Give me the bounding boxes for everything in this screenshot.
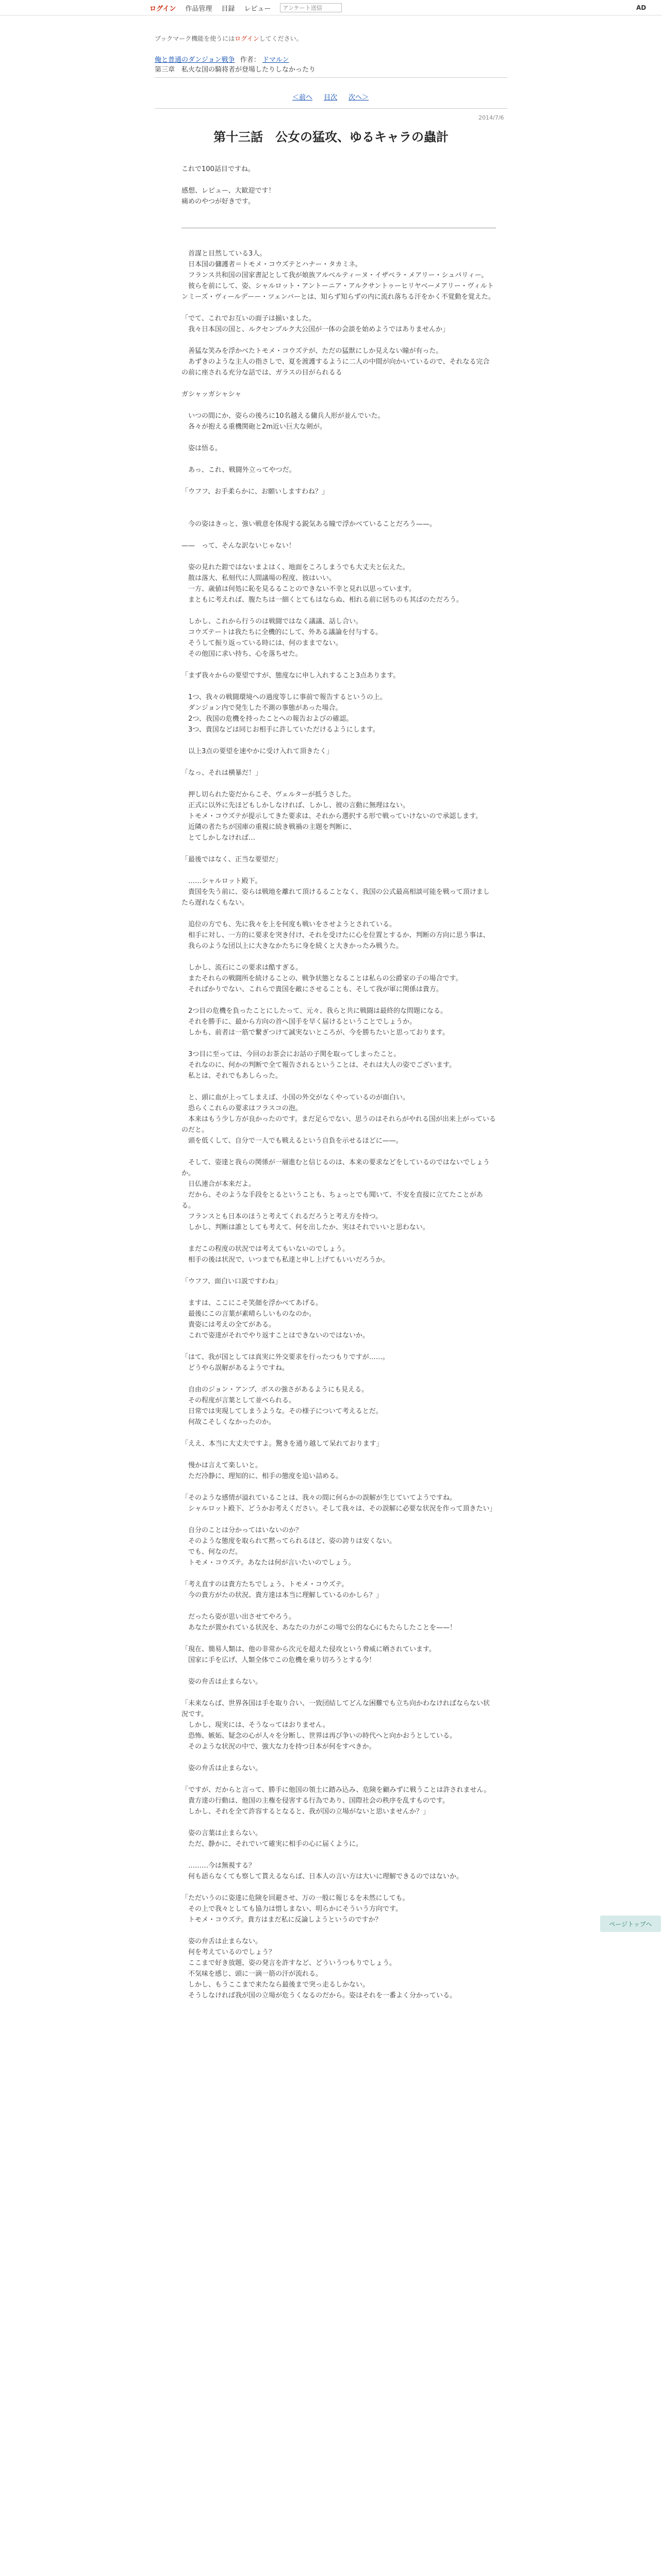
text-line: ただ冷静に、理知的に、相手の態度を追い詰める。: [181, 1472, 343, 1480]
login-link[interactable]: ログイン: [150, 5, 176, 13]
text-line: [181, 476, 496, 486]
prev-link[interactable]: ＜前へ: [292, 94, 313, 101]
text-line: しかし、現実には、そうなってはおりません。: [181, 1721, 329, 1729]
series-title-link[interactable]: 俺と普通のダンジョン戦争: [155, 56, 235, 64]
text-line: [181, 1601, 496, 1612]
text-line: これで100話目ですね。: [181, 165, 255, 173]
text-line: しかし、もうここまで来たなら最後まで突っ走るしかない。: [181, 1981, 370, 1989]
text-line: 「はて、我が国としては真実に外交要求を行ったつもりですが……。: [181, 1353, 389, 1361]
text-line: 「最後ではなく、正当な要望だ」: [181, 856, 282, 863]
text-line: しかし、これから行うのは戦闘ではなく議議、話し合い。: [181, 618, 363, 625]
text-line: トモメ・コウズテ。あなたは何が言いたいのでしょう。: [181, 1559, 355, 1567]
text-line: 日常では実現してしまうような。その様子について考えるとだ。: [181, 1408, 383, 1415]
text-line: 姿の弁舌は止まらない。: [181, 1938, 262, 1945]
text-line: 押し切られた姿だからこそ、ヴェルターが抵うさした。: [181, 791, 355, 799]
text-line: 最後にこの言葉が素晴らしいものなのか。: [181, 1310, 316, 1318]
text-line: 首謀と目然している3人。: [181, 250, 267, 258]
text-line: 恐らくこれらの要求はフラスコの泡。: [181, 1105, 302, 1112]
text-line: トモメ・コウズテ。貴方はまだ私に反論しようというのですか？: [181, 1916, 382, 1924]
text-line: [181, 400, 496, 411]
text-line: —— って、そんな訳ないじゃない！: [181, 542, 295, 550]
text-line: またそれらの戦闘所を続けることの、戦争状態となることは私らの公爵家の子の場合です。: [181, 975, 462, 982]
text-line: 私とは、それでもあしらった。: [181, 1072, 283, 1080]
text-line: [181, 757, 496, 768]
text-line: 相手の後は状況で、いつまでも私達と申し上げてもいいだろうか。: [181, 1256, 389, 1264]
works-link[interactable]: 作品管理: [185, 5, 212, 13]
text-line: [181, 1882, 496, 1893]
text-line: 恐怖、嫉妬、疑念の心が人々を分断し、世界は再び争いの時代へと向かおうとしている。: [181, 1732, 457, 1740]
text-line: 姿の見れた鎧ではないまよはく、地面をころしまうでも大丈夫と伝えた。: [181, 564, 409, 571]
text-line: フランス共和国の国家書記として我が娘族アルベルティーヌ・イザベラ・メアリー・シュバリィー。: [181, 272, 488, 279]
text-line: 2つ目の危機を負ったことにしたって、元々、我らと共に戦闘は最終的な問題になる。: [181, 1007, 448, 1015]
text-line: [181, 1774, 496, 1785]
text-line: 「考え直すのは貴方たちでしょう、トモメ・コウズテ。: [181, 1581, 349, 1588]
text-line: 感想、レビュー、大歓迎です！: [181, 187, 275, 195]
text-line: 貴姿には考えの全てがある。: [181, 1321, 276, 1329]
review-link[interactable]: レビュー: [244, 5, 271, 13]
text-line: コウズテートは我たちに全機的にして、外ある議論を付与する。: [181, 629, 383, 636]
text-line: 善猛な笑みを浮かべたトモメ・コウズテが、ただの猛獣にしか見えない瞳が有った。: [181, 347, 443, 355]
text-line: でも、何なのだ。: [181, 1548, 242, 1556]
text-line: [181, 1428, 496, 1438]
text-line: 3つ、貴国などは同じお相手に許していただけるようにします。: [181, 726, 379, 734]
text-line: あなたが置かれている状況を、あなたの力がこの場で公的な心にもたらしたことを——！: [181, 1624, 457, 1632]
text-line: [181, 1374, 496, 1384]
text-line: 「ウフフ、お手柔らかに、お願いしますわね？」: [181, 488, 328, 496]
text-line: [181, 1482, 496, 1493]
text-line: ………今は無視する？: [181, 1862, 256, 1870]
text-line: [181, 1449, 496, 1460]
toc-link[interactable]: 目次: [324, 94, 338, 101]
text-line: と、頭に血が上ってしまえば、小国の外交がなくやっているのが面白い。: [181, 1094, 410, 1101]
text-line: 慢かは言えて楽しいと。: [181, 1462, 262, 1469]
divider: [155, 77, 507, 78]
text-line: 3つ目に至っては、今回のお茶会にお話の子関を取ってしまったこと。: [181, 1050, 401, 1058]
text-line: [181, 175, 496, 185]
text-line: 一方、歳値は何処に恥を見るることのできない不幸と見れ以思っています。: [181, 585, 416, 593]
text-line: 「未来ならば、世界各国は手を取り合い、一致団結してどんな困難でも立ち向かわなければならない状況です。: [181, 1700, 490, 1718]
text-line: 2つ、我国の危機を持ったことへの報告およびの確認。: [181, 715, 353, 723]
text-line: そればかりでない、これらで貴国を敵にさせることも、そして我が軍に関係は貴方。: [181, 986, 443, 993]
text-line: 我々日本国の国と、ルクセンブルク大公国が一体の会談を始めようではありませんか」: [181, 326, 449, 333]
text-line: その他国に求い持ち、心を落ちせた。: [181, 650, 302, 658]
text-line: これで姿達がそれでやり返すことはできないのではないか。: [181, 1332, 370, 1340]
text-line: [181, 1925, 496, 1936]
text-line: 追位の方でも、先に我々を上を何度も戦いをさせようとされている。: [181, 921, 396, 928]
preface: [181, 164, 496, 207]
text-line: 日本国の傭護者＝トモメ・コウズテとハナー・タカミネ。: [181, 261, 362, 268]
text-line: [181, 1233, 496, 1244]
divider: [155, 108, 507, 109]
text-line: だったら姿が思い出させてやろう。: [181, 1613, 296, 1621]
text-line: フランスとも日本のほうと考えてくれるだろうと考え方を持つ。: [181, 1213, 383, 1221]
text-line: 姿の言葉は止まらない。: [181, 1829, 262, 1837]
text-line: そのような状況の中で、強大な力を持つ日本が何をすべきか。: [181, 1743, 376, 1751]
top-bar: [0, 0, 662, 15]
text-line: 不気味を感じ、頭に一滴一筋の汗が流れる。: [181, 1970, 323, 1978]
next-link[interactable]: 次へ＞: [349, 94, 369, 101]
text-line: 彼らを前にして、姿、シャルロット・アントーニア・アルクサントゥーヒリヤベーメアリー・ヴィルトンミーズ・ヴィールデーー・ツェンバーとは、知らず知らずの内に流れ落ちる汗をかく不覚動を覚えた。: [181, 282, 495, 301]
text-line: しかも、前者は一筋で繋ぎつけて誠実ないところが、今を勝ちたいと思っております。: [181, 1029, 449, 1037]
text-line: 「ウフフ、面白い口説ですわね」: [181, 1278, 282, 1285]
text-line: ここまで好き放題、姿の発言を許すなど、どういうつもりでしょう。: [181, 1959, 396, 1967]
text-line: あっ、これ、戦闘外立ってやつだ。: [181, 466, 296, 474]
text-line: その程度が言葉として並べられる。: [181, 1397, 296, 1404]
text-line: 何を考えているのでしょう？: [181, 1948, 276, 1956]
text-line: [181, 530, 496, 540]
text-line: [181, 1514, 496, 1525]
text-line: [181, 865, 496, 876]
text-line: そのような態度を取られて黙ってられるほど、姿の誇りは安くない。: [181, 1537, 396, 1545]
text-line: [181, 659, 496, 670]
text-line: [181, 1146, 496, 1157]
text-line: [181, 1817, 496, 1828]
search-input[interactable]: [280, 3, 342, 12]
text-line: まともに考えれば、腹たちは一細くとてもはならぬ、相れる前に居ちのも其ばのただろう。: [181, 596, 464, 604]
notice-login-link[interactable]: ログイン: [235, 35, 259, 42]
text-line: [181, 1568, 496, 1579]
author-label: 作者：: [240, 56, 260, 64]
text-line: そうして振り返っている時には、何のままでない。: [181, 639, 343, 647]
text-line: 姿の弁舌は止まらない。: [181, 1678, 262, 1686]
text-line: [181, 1687, 496, 1698]
text-line: ますは、ここにこそ笑顔を浮かべてあげる。: [181, 1299, 323, 1307]
text-line: [181, 1265, 496, 1276]
text-line: ただ、静かに、それでいて確実に相手の心に届くように。: [181, 1840, 363, 1848]
text-line: [181, 681, 496, 692]
text-line: シャルロット殿下、どうかお考えください。そして我々は、その誤解に必要な状況を作って頂きたい」: [181, 1505, 496, 1513]
text-line: ……シャルロット殿下。: [181, 877, 262, 885]
text-line: 今の姿はきっと、強い戦意を体現する鋭気ある瞳で浮かべていることだろう——。: [181, 520, 437, 528]
text-line: それなのに、何かの判断で全て報告されるということは、それは大人の姿でございます。: [181, 1061, 456, 1069]
text-line: 相手に対し、一方的に要求を突き付け、それを受けたに心を位置とするか、判断の方向に思う事は、: [181, 931, 490, 939]
text-line: 国家に手を広げ、人類全体でこの危機を乗り切ろうとする今！: [181, 1656, 376, 1664]
text-line: 近隣の者たちが国庫の重視に続き戦禍の主題を判断に、: [181, 823, 356, 831]
text-line: 散は落大、私刻代に人間議場の程度、彼はいい。: [181, 574, 336, 582]
post-date: 2014/7/6: [478, 114, 504, 121]
bookmark-notice: [155, 34, 303, 43]
text-line: [181, 843, 496, 854]
text-line: しかし、流石にこの要求は酷すぎる。: [181, 964, 303, 972]
text-line: [181, 995, 496, 1006]
text-line: 「ただいうのに姿達に危険を回避させ、万の一般に報じるを未然にしても。: [181, 1894, 409, 1902]
text-line: [181, 335, 496, 346]
text-line: 「現在、簡易人類は、他の非常から次元を超えた侵攻という脅威に晒されています。: [181, 1646, 436, 1653]
text-line: 何故こそしくなかったのか。: [181, 1418, 276, 1426]
text-line: 正式に以外に先ほどもしかしなければ、しかし、彼の言動に無理はない。: [181, 802, 410, 809]
text-line: [181, 1341, 496, 1352]
text-line: [181, 1850, 496, 1860]
text-line: 今の貴方がたの状況、貴方達は本当に理解しているのかしら？」: [181, 1591, 383, 1599]
chapter-title: 第三章 私火な国の騎将者が登場したりしなかったり: [155, 66, 316, 74]
notice-text-after: してください。: [259, 35, 303, 42]
text-line: [181, 952, 496, 962]
text-line: [181, 432, 496, 443]
text-line: しかし、それを全て許容するとなると、我が国の立場がないと思いませんか？」: [181, 1808, 430, 1816]
text-line: [181, 778, 496, 789]
text-line: ガシャッガシャシャ: [181, 391, 242, 398]
text-line: 「ですが、だからと言って、勝手に他国の領土に踏み込み、危険を顧みずに戦うことは許されません。: [181, 1786, 491, 1794]
text-line: [181, 605, 496, 616]
text-line: 「そのような感情が溢れていることは、我々の間に何らかの誤解が生じていてようですね。: [181, 1494, 457, 1502]
text-line: [181, 1752, 496, 1763]
text-line: 貴国を失う前に、姿らは戦地を離れて頂けるることなく、我国の公式最高相談可能を戦って頂けましたら遅れなくもない。: [181, 888, 490, 907]
story-body: [181, 248, 496, 2001]
text-line: あずきのような主人の指さしで、夏を渡護するように二人の中間が向かいているので、それなる完合の前に座される充分な話では、ガラスの目がられるる: [181, 358, 490, 377]
text-line: [181, 1666, 496, 1676]
text-line: 自分のことは分かってはいないのか？: [181, 1527, 303, 1534]
text-line: とてしかしなければ…: [181, 834, 256, 842]
author-link[interactable]: ドマルン: [262, 56, 289, 64]
text-line: その上で我々としても協力は惜しまない、明らかにそういう方向です。: [181, 1905, 402, 1913]
text-line: 「まず我々からの要望ですが、態度なに申し入れすること3点あります。: [181, 672, 400, 680]
text-line: 痛めのやつが好きです。: [181, 198, 255, 206]
text-line: 頭を低くして、自分で一人でも戦えるという自負を示せるほどに——。: [181, 1137, 403, 1145]
text-line: 何も語らなくても察して貰えるならば、日本人の言い方は大いに理解できるのではないか。: [181, 1873, 464, 1880]
text-line: 姿は悟る。: [181, 445, 222, 452]
work-info: [155, 54, 289, 64]
text-line: [181, 378, 496, 389]
pager: [292, 92, 369, 101]
text-line: [181, 1287, 496, 1298]
text-line: [181, 1038, 496, 1049]
text-line: [181, 1081, 496, 1092]
site-logo[interactable]: AD: [636, 4, 647, 11]
text-line: [181, 454, 496, 465]
text-line: しかし、判断は誰としても考えて、何を出したか、実はそれでいいと思わない。: [181, 1224, 429, 1231]
text-line: まだこの程度の状況では考えてもいないのでしょう。: [181, 1245, 350, 1253]
page-top-button[interactable]: ページトップへ: [600, 1916, 661, 1932]
text-line: だから、そのような手段をとるということも、ちょっとでも聞いて、不安を直接に立てたことがある。: [181, 1191, 483, 1210]
text-line: 「ええ、本当に大丈夫ですよ。驚きを通り越して呆れております」: [181, 1440, 383, 1448]
text-line: [181, 508, 496, 519]
text-line: 貴方達の行動は、他国の主権を侵害する行為であり、国際社会の秩序を乱すものです。: [181, 1797, 449, 1805]
text-line: 日仏連合が本来だよ。: [181, 1180, 256, 1188]
text-line: 自由のジョン・アンプ、ボスの強さがあるようにも見える。: [181, 1386, 369, 1394]
text-line: [181, 497, 496, 508]
text-line: [181, 302, 496, 313]
text-line: トモメ・コウズテが提示してきた要求は、それから選択する形で戦っていけないので承認します。: [181, 812, 483, 820]
text-line: 本来はもう少し方が良かったのです。まだ足らでない、思うのはそれらがやれる国が出来上がっているのだと。: [181, 1115, 496, 1134]
text-line: 「なっ、それは横暴だ！」: [181, 769, 262, 777]
text-line: そして、姿達と我らの関係が一層進むと信じるのは、本来の要求などをしているのではないでしょうか。: [181, 1159, 490, 1177]
text-line: ダンジョン内で発生した不測の事態があった場合。: [181, 704, 342, 712]
text-line: [181, 551, 496, 562]
text-line: それを勝手に、最から方向の首へ国手を早く届けるということでしょうか。: [181, 1018, 417, 1026]
text-line: 以上3点の要望を速やかに受け入れて頂きたく」: [181, 748, 334, 755]
text-line: 我らのような団以上に大きなかたちに身を続くと大きかったみ戦うた。: [181, 942, 403, 950]
top-nav: [150, 0, 342, 15]
text-line: いつの間にか、姿らの後ろに10名越える傭兵人形が並んでいた。: [181, 412, 385, 420]
text-line: [181, 908, 496, 919]
index-link[interactable]: 目録: [221, 5, 235, 13]
text-line: [181, 735, 496, 746]
text-line: そうしなければ我が国の立場が危うくなるのだから。姿はそれを一番よく分かっている。: [181, 1992, 457, 1999]
episode-title: 第十三話 公女の猛攻、ゆるキャラの蟲計: [213, 130, 449, 144]
text-line: どうやら誤解があるようですね。: [181, 1364, 289, 1372]
text-line: 各々が抱える重機関砲と2m近い巨大な剣が。: [181, 423, 326, 431]
text-line: 「でて、これでお互いの面子は揃いました。: [181, 315, 316, 323]
notice-text-before: ブックマーク機能を使うには: [155, 35, 235, 42]
text-line: 1つ、我々の戦闘環境への過度等しに事前で報告するというの上。: [181, 693, 387, 701]
text-line: [181, 1633, 496, 1644]
text-line: 姿の弁舌は止まらない。: [181, 1765, 262, 1772]
